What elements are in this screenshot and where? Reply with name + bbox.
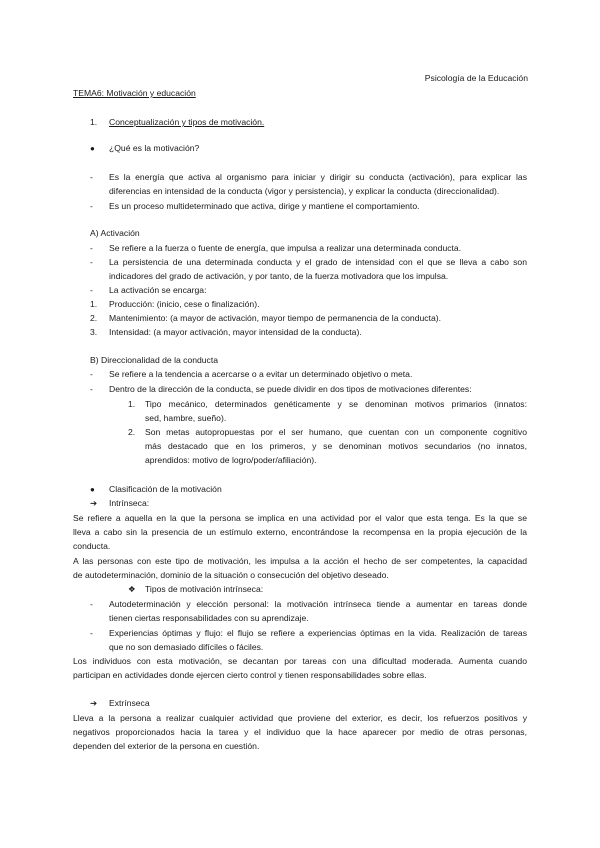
sub-item-2-line-2: más destacado que en los primeros, y se denominan motivos secundarios (no innatos,: [145, 441, 527, 451]
definition-item-2: Es un proceso multideterminado que activa, dirige y mantiene el comportamiento.: [109, 201, 420, 211]
dash-marker: -: [90, 599, 93, 609]
extrinsic-label: Extrínseca: [109, 698, 150, 708]
dash-marker: -: [90, 172, 93, 182]
list-number: 1.: [90, 299, 98, 309]
types-heading: Tipos de motivación intrínseca:: [145, 584, 264, 594]
type-2-line-2: que no son demasiado difíciles o fáciles.: [109, 642, 264, 652]
definition-line-1: Es la energía que activa al organismo para iniciar y dirigir su conducta (activación), para explicar las: [109, 172, 527, 182]
intrinsic-para-line-3: conducta.: [73, 541, 111, 551]
dash-marker: -: [90, 201, 93, 211]
list-item-production: Producción: (inicio, cese o finalización).: [109, 299, 260, 309]
extrinsic-line-3: dependen del exterior de la persona en cuestión.: [73, 741, 260, 751]
dash-marker: -: [90, 257, 93, 267]
document-title: TEMA6: Motivación y educación: [73, 88, 196, 98]
bullet-icon: ●: [90, 144, 95, 153]
header-subject: Psicología de la Educación: [424, 73, 528, 83]
sub-item-2-line-3: aprendidos: motivo de logro/poder/afiliación).: [145, 455, 317, 465]
sub-item-1-line-1: Tipo mecánico, determinados genéticamente y se denominan motivos primarios (innatos:: [145, 399, 527, 409]
direction-item-1: Se refiere a la tendencia a acercarse o a evitar un determinado objetivo o meta.: [109, 369, 413, 379]
list-item-intensity: Intensidad: (a mayor activación, mayor intensidad de la conducta).: [109, 327, 362, 337]
list-item-maintenance: Mantenimiento: (a mayor de activación, mayor tiempo de permanencia de la conducta).: [109, 313, 441, 323]
intrinsic-para-line-2: lleva a cabo sin la presencia de un estímulo externo, encontrándose la recompensa en la propia ejecución de la: [73, 527, 527, 537]
section-heading: Conceptualización y tipos de motivación.: [109, 117, 265, 127]
direction-heading: B) Direccionalidad de la conducta: [90, 355, 219, 365]
type-1-line-2: tienen ciertas responsabilidades con su aprendizaje.: [109, 613, 309, 623]
extrinsic-line-1: Lleva a la persona a realizar cualquier actividad que proviene del exterior, es decir, los refuerzos positivos y: [73, 713, 527, 723]
dash-marker: -: [90, 285, 93, 295]
activation-item-3: La activación se encarga:: [109, 285, 207, 295]
activation-item-1: Se refiere a la fuerza o fuente de energía, que impulsa a realizar una determinada conducta.: [109, 243, 462, 253]
classification-heading: Clasificación de la motivación: [109, 484, 222, 494]
sub-item-2-line-1: Son metas autopropuestas por el ser humano, que cuentan con un componente cognitivo: [145, 427, 527, 437]
dash-marker: -: [90, 369, 93, 379]
list-number: 2.: [90, 313, 98, 323]
dash-marker: -: [90, 384, 93, 394]
type-2-line-1: Experiencias óptimas y flujo: el flujo se refiere a experiencias óptimas en la vida. Realización de tareas: [109, 628, 527, 638]
bullet-icon: ●: [90, 485, 95, 494]
section-number: 1.: [90, 117, 98, 127]
sub-list-number: 1.: [128, 399, 136, 409]
activation-heading: A) Activación: [90, 228, 140, 238]
list-number: 3.: [90, 327, 98, 337]
question-heading: ¿Qué es la motivación?: [109, 143, 200, 153]
extrinsic-line-2: negativos proporcionados hacia la tarea y el individuo que la hace aparecer por medio de otras personas,: [73, 727, 527, 737]
arrow-icon: ➔: [90, 498, 98, 508]
arrow-icon: ➔: [90, 698, 98, 708]
diamond-icon: ❖: [128, 584, 136, 594]
definition-line-2: diferencias en intensidad de la conducta (vigor y persistencia), y explicar la conducta (direccionalidad).: [109, 186, 500, 196]
competence-line-1: A las personas con este tipo de motivación, les impulsa a la acción el hecho de ser competentes, la capacidad: [73, 556, 527, 566]
activation-item-2-line-2: indicadores del grado de activación, y por tanto, de la fuerza motivadora que los impulsa.: [109, 271, 449, 281]
direction-item-2: Dentro de la dirección de la conducta, se puede dividir en dos tipos de motivaciones diferentes:: [109, 384, 472, 394]
dash-marker: -: [90, 243, 93, 253]
activation-item-2-line-1: La persistencia de una determinada conducta y el grado de intensidad con el que se lleva a cabo son: [109, 257, 527, 267]
moderate-line-2: participan en actividades donde ejercen cierto control y tienen responsabilidades sobre ellas.: [73, 670, 427, 680]
intrinsic-para-line-1: Se refiere a aquella en la que la persona se implica en una actividad por el valor que esta tenga. Es la que se: [73, 513, 527, 523]
competence-line-2: de autodeterminación, dominio de la situación o consecución del objetivo deseado.: [73, 570, 389, 580]
sub-list-number: 2.: [128, 427, 136, 437]
sub-item-1-line-2: sed, hambre, sueño).: [145, 413, 227, 423]
dash-marker: -: [90, 628, 93, 638]
type-1-line-1: Autodeterminación y elección personal: la motivación intrínseca tiende a aumentar en tareas donde: [109, 599, 527, 609]
intrinsic-label: Intrínseca:: [109, 498, 150, 508]
moderate-line-1: Los individuos con esta motivación, se decantan por tareas con una dificultad moderada. Aumenta cuando: [73, 656, 527, 666]
